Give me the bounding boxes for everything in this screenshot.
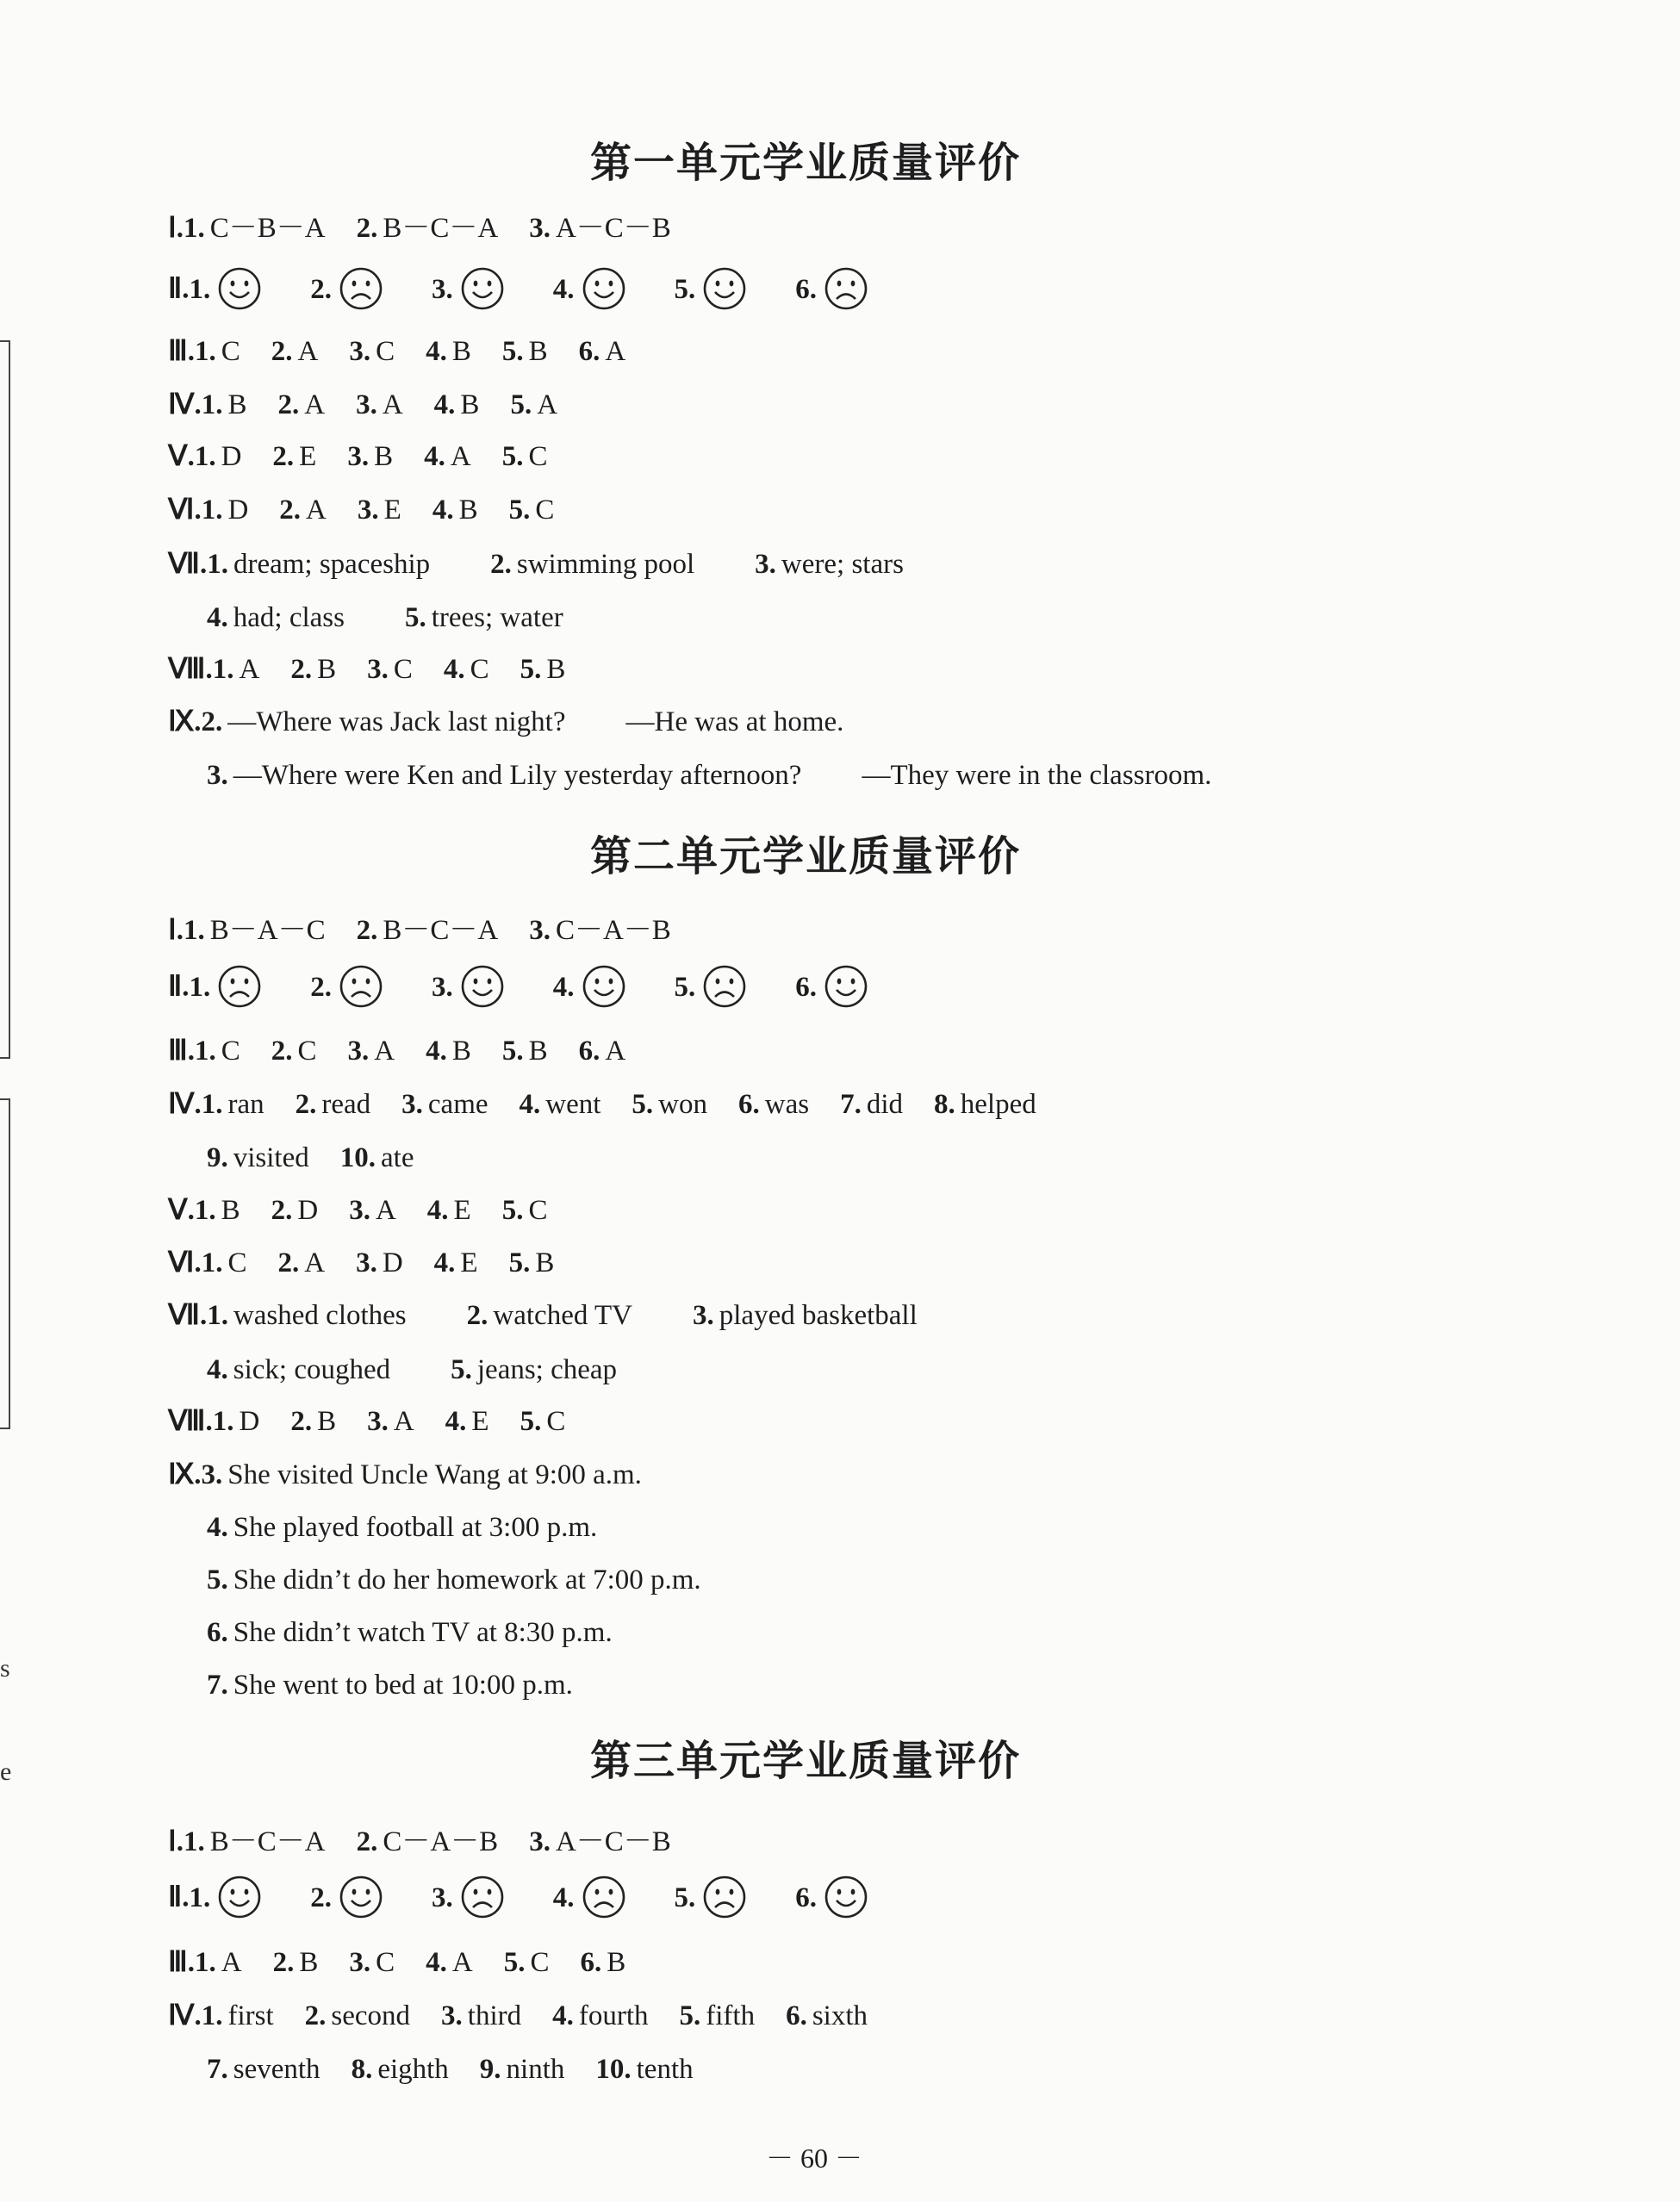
part-numeral: Ⅴ.: [168, 1195, 195, 1226]
answer-row: [168, 1193, 547, 1228]
smiley-face-icon: [217, 1875, 262, 1919]
question-number: 2.: [271, 336, 293, 367]
question-number: 5.: [679, 2000, 701, 2031]
question-number: 4.: [433, 389, 456, 420]
answer-row: [168, 493, 554, 527]
question-number: 9.: [479, 2054, 501, 2085]
question-number: 1.: [183, 1826, 205, 1857]
answer-text: eighth: [377, 2054, 449, 2085]
answer-text: watched TV: [493, 1300, 632, 1331]
answer-text: —He was at home.: [625, 706, 844, 737]
answer-text: B: [458, 495, 478, 526]
question-number: 1.: [194, 1195, 216, 1226]
answer-text: A: [297, 336, 319, 367]
answer-row: [207, 1353, 617, 1387]
answer-text: A: [605, 1036, 626, 1067]
answer-text: A: [306, 495, 327, 526]
answer-row: [168, 1298, 918, 1333]
question-number: 1.: [212, 654, 234, 685]
smiley-face-icon: [460, 964, 505, 1009]
answer-text: C: [393, 654, 413, 685]
answer-text: B: [227, 389, 247, 420]
answer-text: A: [537, 389, 558, 420]
question-number: 1.: [207, 549, 228, 580]
answer-text: C－B－A: [209, 213, 326, 244]
answer-text: E: [383, 495, 401, 526]
answer-text: A: [221, 1947, 242, 1978]
answer-text: A: [605, 336, 626, 367]
answer-text: B: [221, 1195, 240, 1226]
smiley-face-icon: [339, 1875, 383, 1919]
answer-row: [168, 913, 671, 948]
part-numeral: Ⅱ.: [168, 273, 190, 305]
answer-text: visited: [233, 1142, 309, 1173]
question-number: 2.: [290, 1406, 313, 1437]
question-number: 5.: [520, 654, 542, 685]
question-number: 4.: [426, 1036, 447, 1067]
answer-text: —They were in the classroom.: [862, 760, 1212, 791]
answer-text: D: [227, 495, 249, 526]
answer-text: C: [221, 336, 240, 367]
answer-text: trees; water: [431, 602, 563, 633]
answer-text: A: [450, 441, 471, 472]
question-number: 4.: [552, 971, 575, 1003]
answer-text: C－A－B: [555, 915, 671, 946]
answer-text: third: [467, 2000, 522, 2031]
answer-text: B: [607, 1947, 626, 1978]
sad-face-icon: [824, 266, 868, 311]
smiley-face-icon: [824, 964, 868, 1009]
answer-text: helped: [960, 1089, 1036, 1120]
question-number: 1.: [201, 495, 223, 526]
answer-text: fifth: [706, 2000, 756, 2031]
part-numeral: Ⅸ.: [168, 706, 202, 737]
question-number: 4.: [207, 602, 228, 633]
answer-text: She didn’t do her homework at 7:00 p.m.: [233, 1564, 701, 1596]
answer-text: had; class: [233, 602, 345, 633]
question-number: 4.: [426, 1195, 449, 1226]
question-number: 4.: [432, 495, 454, 526]
answer-row: [168, 652, 565, 687]
question-number: 2.: [277, 389, 300, 420]
answer-text: She visited Uncle Wang at 9:00 a.m.: [227, 1459, 642, 1490]
part-numeral: Ⅲ.: [168, 1947, 196, 1978]
answer-text: C: [528, 1195, 548, 1226]
question-number: 3.: [529, 213, 551, 244]
answer-text: B: [528, 1036, 548, 1067]
question-number: 6.: [786, 2000, 807, 2031]
answer-text: C: [530, 1947, 550, 1978]
part-numeral: Ⅰ.: [168, 1826, 184, 1857]
question-number: 3.: [347, 441, 370, 472]
answer-text: A: [393, 1406, 414, 1437]
question-number: 2.: [295, 1089, 317, 1120]
question-number: 2.: [201, 706, 223, 737]
page-number: － 60 －: [765, 2143, 862, 2174]
answer-text: B－C－A: [209, 1826, 326, 1857]
question-number: 5.: [501, 441, 524, 472]
question-number: 5.: [451, 1354, 472, 1385]
question-number: 2.: [356, 1826, 378, 1857]
smiley-face-icon: [582, 266, 626, 311]
answer-text: D: [382, 1247, 403, 1278]
answer-text: E: [453, 1195, 471, 1226]
sad-face-icon: [217, 964, 262, 1009]
question-number: 3.: [367, 1406, 389, 1437]
question-number: 3.: [529, 915, 551, 946]
question-number: 1.: [183, 213, 205, 244]
smiley-face-icon: [824, 1875, 868, 1919]
answer-text: B: [460, 389, 480, 420]
question-number: 3.: [367, 654, 389, 685]
answer-row: [207, 1510, 597, 1545]
answer-text: read: [321, 1089, 371, 1120]
answer-row: [207, 600, 563, 635]
answer-row: [168, 1825, 671, 1859]
question-number: 3.: [349, 1947, 371, 1978]
question-number: 1.: [194, 441, 216, 472]
part-numeral: Ⅰ.: [168, 213, 184, 244]
answer-row: [168, 388, 557, 422]
answer-text: B: [535, 1247, 555, 1278]
question-number: 3.: [432, 273, 453, 305]
answer-row: [207, 1141, 414, 1175]
answer-text: were; stars: [781, 549, 904, 580]
smiley-face-icon: [582, 964, 626, 1009]
part-numeral: Ⅳ.: [168, 1089, 202, 1120]
answer-text: washed clothes: [233, 1300, 407, 1331]
question-number: 5.: [632, 1089, 654, 1120]
answer-row: [168, 1945, 625, 1980]
question-number: 4.: [426, 1947, 447, 1978]
section-title: 第三单元学业质量评价: [589, 1737, 1021, 1785]
question-number: 5.: [501, 1036, 524, 1067]
question-number: 5.: [501, 336, 524, 367]
question-number: 4.: [552, 1882, 575, 1913]
part-numeral: Ⅵ.: [168, 495, 202, 526]
part-numeral: Ⅳ.: [168, 2000, 202, 2031]
part-numeral: Ⅷ.: [168, 1406, 213, 1437]
question-number: 6.: [795, 971, 817, 1003]
answer-text: B－C－A: [383, 915, 499, 946]
question-number: 7.: [207, 1670, 228, 1701]
question-number: 5.: [404, 602, 426, 633]
question-number: 1.: [201, 2000, 223, 2031]
answer-text: A: [375, 1195, 396, 1226]
question-number: 4.: [552, 2000, 574, 2031]
answer-row: [168, 1404, 565, 1439]
answer-text: She played football at 3:00 p.m.: [233, 1512, 598, 1543]
question-number: 4.: [207, 1512, 228, 1543]
answer-text: sick; coughed: [233, 1354, 391, 1385]
question-number: 1.: [201, 1247, 223, 1278]
answer-text: B: [299, 1947, 319, 1978]
question-number: 6.: [795, 1882, 817, 1913]
answer-text: A: [374, 1036, 395, 1067]
answer-text: went: [545, 1089, 601, 1120]
question-number: 10.: [595, 2054, 632, 2085]
question-number: 1.: [195, 336, 216, 367]
question-number: 5.: [508, 1247, 531, 1278]
part-numeral: Ⅴ.: [168, 441, 195, 472]
answer-text: C: [221, 1036, 240, 1067]
question-number: 2.: [272, 1947, 295, 1978]
section-title: 第二单元学业质量评价: [589, 832, 1021, 880]
question-number: 1.: [201, 1089, 223, 1120]
answer-row: [207, 1615, 613, 1650]
part-numeral: Ⅰ.: [168, 915, 184, 946]
left-margin-box: [0, 340, 10, 1059]
question-number: 1.: [183, 915, 205, 946]
answer-text: C: [528, 441, 548, 472]
question-number: 4.: [433, 1247, 456, 1278]
answer-text: C: [376, 336, 395, 367]
answer-text: B: [546, 654, 566, 685]
answer-row: [168, 439, 547, 474]
question-number: 2.: [466, 1300, 488, 1331]
answer-text: C: [227, 1247, 247, 1278]
part-numeral: Ⅱ.: [168, 971, 190, 1003]
question-number: 6.: [578, 1036, 600, 1067]
question-number: 10.: [339, 1142, 376, 1173]
question-number: 2.: [356, 213, 378, 244]
question-number: 5.: [674, 273, 696, 305]
answer-row: [168, 1458, 642, 1492]
answer-text: —Where was Jack last night?: [227, 706, 566, 737]
question-number: 8.: [351, 2054, 373, 2085]
answer-text: ate: [381, 1142, 414, 1173]
question-number: 8.: [934, 1089, 955, 1120]
answer-text: B: [317, 654, 337, 685]
answer-text: A: [451, 1947, 473, 1978]
question-number: 5.: [510, 389, 532, 420]
sad-face-icon: [339, 266, 383, 311]
question-number: 2.: [490, 549, 512, 580]
answer-text: B: [528, 336, 548, 367]
question-number: 6.: [795, 273, 817, 305]
answer-row: [168, 1087, 1036, 1122]
answer-text: D: [221, 441, 242, 472]
question-number: 3.: [755, 549, 776, 580]
question-number: 3.: [201, 1459, 223, 1490]
question-number: 2.: [304, 2000, 327, 2031]
answer-text: A－C－B: [555, 213, 671, 244]
answer-text: C－A－B: [383, 1826, 499, 1857]
question-number: 2.: [272, 441, 295, 472]
answer-text: C: [470, 654, 489, 685]
question-number: 1.: [195, 1947, 216, 1978]
question-number: 3.: [432, 971, 453, 1003]
question-number: 3.: [207, 760, 228, 791]
answer-text: seventh: [233, 2054, 320, 2085]
answer-text: fourth: [578, 2000, 649, 2031]
question-number: 5.: [520, 1406, 542, 1437]
question-number: 9.: [207, 1142, 228, 1173]
answer-text: B: [374, 441, 394, 472]
answer-row: [168, 1880, 886, 1919]
question-number: 7.: [840, 1089, 862, 1120]
sad-face-icon: [339, 964, 383, 1009]
answer-text: sixth: [812, 2000, 868, 2031]
question-number: 3.: [349, 1195, 370, 1226]
answer-row: [168, 969, 886, 1009]
answer-text: ninth: [506, 2054, 565, 2085]
answer-text: D: [239, 1406, 260, 1437]
sad-face-icon: [702, 1875, 747, 1919]
question-number: 2.: [271, 1036, 293, 1067]
answer-row: [168, 211, 671, 246]
question-number: 4.: [424, 441, 445, 472]
question-number: 4.: [445, 1406, 467, 1437]
answer-text: A: [239, 654, 260, 685]
answer-text: B－C－A: [383, 213, 499, 244]
question-number: 1.: [212, 1406, 234, 1437]
answer-text: She went to bed at 10:00 p.m.: [233, 1670, 573, 1701]
question-number: 2.: [310, 971, 332, 1003]
smiley-face-icon: [702, 266, 747, 311]
answer-text: B: [451, 336, 471, 367]
answer-row: [168, 1999, 868, 2033]
answer-text: C: [297, 1036, 317, 1067]
answer-text: was: [764, 1089, 810, 1120]
part-numeral: Ⅱ.: [168, 1882, 190, 1913]
answer-text: D: [297, 1195, 319, 1226]
question-number: 2.: [290, 654, 313, 685]
answer-text: ran: [227, 1089, 264, 1120]
section-title: 第一单元学业质量评价: [589, 139, 1021, 187]
part-numeral: Ⅵ.: [168, 1247, 202, 1278]
question-number: 3.: [529, 1826, 551, 1857]
question-number: 3.: [356, 389, 377, 420]
answer-text: C: [376, 1947, 395, 1978]
answer-text: B: [317, 1406, 337, 1437]
answer-text: E: [471, 1406, 489, 1437]
question-number: 4.: [443, 654, 465, 685]
bleed-letter: e: [0, 1757, 12, 1786]
question-number: 5.: [508, 495, 531, 526]
answer-text: won: [658, 1089, 708, 1120]
question-number: 4.: [207, 1354, 228, 1385]
part-numeral: Ⅷ.: [168, 654, 213, 685]
question-number: 5.: [674, 971, 696, 1003]
answer-text: A: [382, 389, 403, 420]
answer-text: B: [451, 1036, 471, 1067]
part-numeral: Ⅶ.: [168, 549, 208, 580]
question-number: 4.: [519, 1089, 541, 1120]
question-number: 6.: [207, 1617, 228, 1648]
smiley-face-icon: [217, 266, 262, 311]
answer-text: C: [535, 495, 555, 526]
answer-text: A: [304, 1247, 326, 1278]
answer-text: —Where were Ken and Lily yesterday afternoon?: [233, 760, 802, 791]
question-number: 6.: [580, 1947, 602, 1978]
question-number: 6.: [738, 1089, 760, 1120]
answer-text: B－A－C: [209, 915, 326, 946]
bleed-letter: s: [0, 1654, 10, 1683]
answer-row: [207, 2052, 694, 2087]
question-number: 1.: [189, 1882, 211, 1913]
part-numeral: Ⅸ.: [168, 1459, 202, 1490]
answer-text: swimming pool: [516, 549, 695, 580]
sad-face-icon: [702, 964, 747, 1009]
part-numeral: Ⅶ.: [168, 1300, 208, 1331]
answer-row: [168, 547, 904, 582]
answer-text: first: [227, 2000, 274, 2031]
smiley-face-icon: [460, 266, 505, 311]
question-number: 5.: [501, 1195, 524, 1226]
question-number: 3.: [349, 336, 371, 367]
question-number: 3.: [357, 495, 379, 526]
question-number: 3.: [401, 1089, 423, 1120]
answer-text: did: [866, 1089, 904, 1120]
question-number: 2.: [310, 273, 332, 305]
question-number: 4.: [426, 336, 447, 367]
answer-text: She didn’t watch TV at 8:30 p.m.: [233, 1617, 613, 1648]
question-number: 3.: [441, 2000, 463, 2031]
answer-text: A: [304, 389, 326, 420]
answer-text: dream; spaceship: [233, 549, 431, 580]
answer-row: [168, 1246, 554, 1280]
question-number: 1.: [189, 273, 211, 305]
answer-row: [207, 1668, 573, 1702]
question-number: 4.: [552, 273, 575, 305]
question-number: 2.: [277, 1247, 300, 1278]
question-number: 1.: [201, 389, 223, 420]
question-number: 2.: [356, 915, 378, 946]
question-number: 2.: [310, 1882, 332, 1913]
question-number: 5.: [503, 1947, 526, 1978]
sad-face-icon: [460, 1875, 505, 1919]
question-number: 1.: [189, 971, 211, 1003]
answer-text: A－C－B: [555, 1826, 671, 1857]
question-number: 3.: [356, 1247, 377, 1278]
answer-text: jeans; cheap: [476, 1354, 618, 1385]
answer-text: C: [546, 1406, 566, 1437]
part-numeral: Ⅲ.: [168, 336, 196, 367]
answer-row: [207, 1563, 701, 1597]
answer-row: [168, 1034, 625, 1068]
question-number: 3.: [693, 1300, 714, 1331]
question-number: 1.: [195, 1036, 216, 1067]
part-numeral: Ⅲ.: [168, 1036, 196, 1067]
question-number: 5.: [207, 1564, 228, 1596]
question-number: 1.: [207, 1300, 228, 1331]
answer-text: E: [460, 1247, 478, 1278]
answer-row: [168, 334, 625, 369]
answer-row: [207, 758, 1211, 793]
answer-text: came: [427, 1089, 488, 1120]
question-number: 2.: [271, 1195, 293, 1226]
answer-text: played basketball: [719, 1300, 918, 1331]
part-numeral: Ⅳ.: [168, 389, 202, 420]
question-number: 7.: [207, 2054, 228, 2085]
answer-text: E: [299, 441, 317, 472]
answer-text: second: [331, 2000, 411, 2031]
question-number: 3.: [432, 1882, 453, 1913]
left-margin-box: [0, 1098, 10, 1429]
question-number: 3.: [347, 1036, 370, 1067]
question-number: 2.: [279, 495, 302, 526]
answer-text: tenth: [636, 2054, 694, 2085]
question-number: 5.: [674, 1882, 696, 1913]
answer-row: [168, 271, 886, 311]
question-number: 6.: [578, 336, 600, 367]
sad-face-icon: [582, 1875, 626, 1919]
answer-row: [168, 705, 843, 739]
